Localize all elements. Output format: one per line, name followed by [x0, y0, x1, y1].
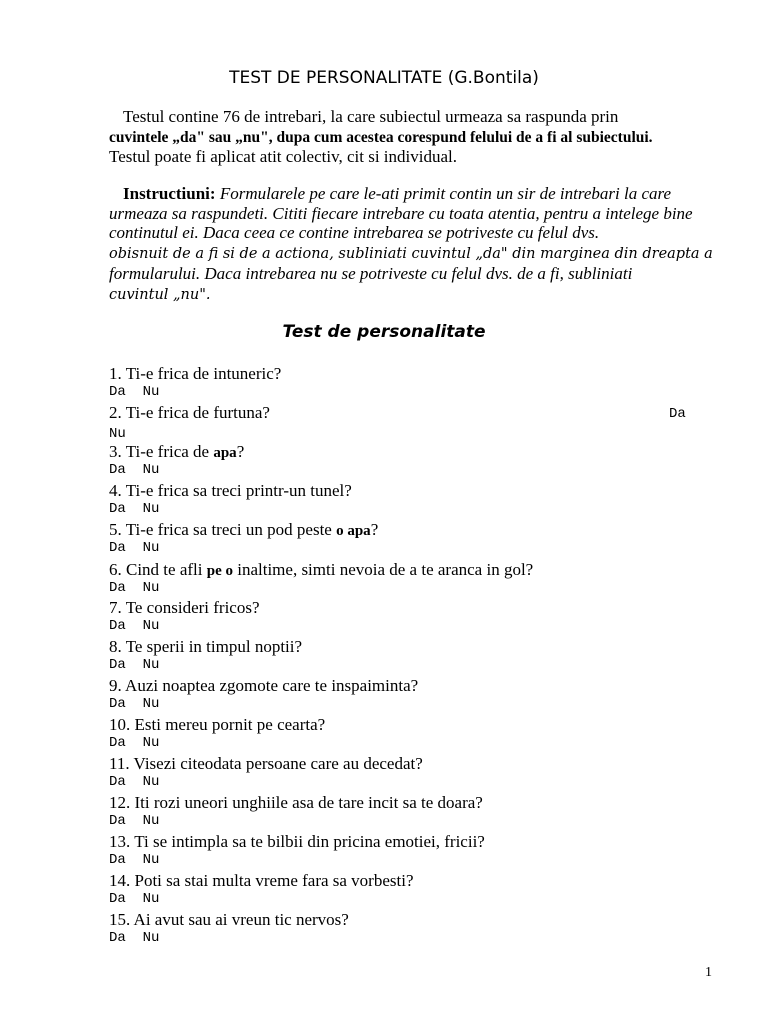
answer-options[interactable]: Da Nu — [109, 813, 160, 829]
question-text — [109, 560, 533, 580]
instructions-text-3: formularului. Daca intrebarea nu se potriveste cu felul dvs. de a fi, subliniati — [109, 264, 633, 283]
question-text — [109, 403, 270, 423]
question-text — [109, 715, 325, 735]
instructions-paragraph — [109, 184, 724, 305]
question-text-part: 1. Ti-e frica de intuneric? — [109, 364, 282, 383]
question-text-bold: o apa — [336, 523, 371, 539]
question-text-part: 3. Ti-e frica de — [109, 442, 214, 461]
question-text — [109, 676, 418, 696]
question-text — [109, 481, 352, 501]
question-text — [109, 754, 423, 774]
answer-options[interactable]: Da Nu — [109, 696, 160, 712]
question-text — [109, 871, 414, 891]
instructions-text-4: cuvintul „nu". — [109, 286, 211, 303]
question-text — [109, 910, 349, 930]
answer-options[interactable]: Da Nu — [109, 618, 160, 634]
question-text — [109, 793, 483, 813]
question-text — [109, 637, 302, 657]
answer-options[interactable]: Da Nu — [109, 657, 160, 673]
question-text-part: 15. Ai avut sau ai vreun tic nervos? — [109, 910, 349, 929]
question-text-bold: pe o — [206, 563, 233, 579]
question-text-part: 2. Ti-e frica de furtuna? — [109, 403, 270, 422]
question-text-part: 5. Ti-e frica sa treci un pod peste — [109, 520, 337, 539]
intro-text-2: cuvintele „da" sau „nu", dupa cum acestea corespund felului de a fi al subiectului. — [109, 128, 653, 146]
answer-options[interactable]: Da Nu — [109, 930, 160, 946]
question-text-part: 6. Cind te afli — [109, 560, 207, 579]
question-text-part: inaltime, simti nevoia de a te aranca in gol? — [232, 560, 534, 579]
answer-options[interactable]: Da Nu — [109, 580, 160, 596]
instructions-text-2: obisnuit de a fi si de a actiona, subliniati cuvintul „da" din marginea din dreapta a — [109, 245, 713, 262]
question-text — [109, 598, 260, 618]
document-title: TEST DE PERSONALITATE (G.Bontila) — [229, 68, 539, 88]
question-text-part: 7. Te consideri fricos? — [109, 598, 260, 617]
question-text-part: 14. Poti sa stai multa vreme fara sa vorbesti? — [109, 871, 414, 890]
section-subtitle: Test de personalitate — [282, 322, 486, 342]
answer-options[interactable]: Da Nu — [109, 735, 160, 751]
answer-options[interactable]: Da Nu — [109, 774, 160, 790]
question-text-part: ? — [236, 442, 245, 461]
question-text — [109, 442, 244, 462]
instructions-text-1: Formularele pe care le-ati primit contin un sir de intrebari la care urmeaza sa raspundeti. Cititi fiecare intrebare cu toata atentia, pentru a intelege bine continutul ei. Daca ceea ce contine intrebarea se potriveste cu felul dvs. — [109, 184, 693, 242]
question-text-part: 8. Te sperii in timpul noptii? — [109, 637, 303, 656]
answer-options[interactable]: Da Nu — [109, 384, 160, 400]
answer-options[interactable]: Da Nu — [109, 462, 160, 478]
question-text-part: 4. Ti-e frica sa treci printr-un tunel? — [109, 481, 352, 500]
intro-paragraph — [109, 107, 719, 167]
answer-options[interactable]: Da Nu — [109, 852, 160, 868]
intro-text-3: Testul poate fi aplicat atit colectiv, cit si individual. — [109, 147, 457, 166]
question-text — [109, 520, 378, 540]
question-text-bold: apa — [213, 445, 237, 461]
question-text-part: ? — [370, 520, 379, 539]
answer-options[interactable]: Da Nu — [109, 540, 160, 556]
question-text — [109, 832, 485, 852]
intro-text-1: Testul contine 76 de intrebari, la care subiectul urmeaza sa raspunda prin — [123, 107, 619, 126]
question-text-part: 10. Esti mereu pornit pe cearta? — [109, 715, 326, 734]
question-text-part: 11. Visezi citeodata persoane care au decedat? — [109, 754, 423, 773]
question-text-part: 13. Ti se intimpla sa te bilbii din pricina emotiei, fricii? — [109, 832, 485, 851]
question-text-part: 9. Auzi noaptea zgomote care te inspaiminta? — [109, 676, 419, 695]
question-text-part: 12. Iti rozi uneori unghiile asa de tare incit sa te doara? — [109, 793, 483, 812]
page-number: 1 — [705, 965, 712, 980]
question-text — [109, 364, 281, 384]
answer-nu[interactable]: Nu — [109, 426, 126, 442]
answer-options[interactable]: Da Nu — [109, 891, 160, 907]
instructions-label: Instructiuni: — [123, 184, 216, 203]
answer-options[interactable]: Da Nu — [109, 501, 160, 517]
answer-da[interactable]: Da — [669, 406, 686, 422]
